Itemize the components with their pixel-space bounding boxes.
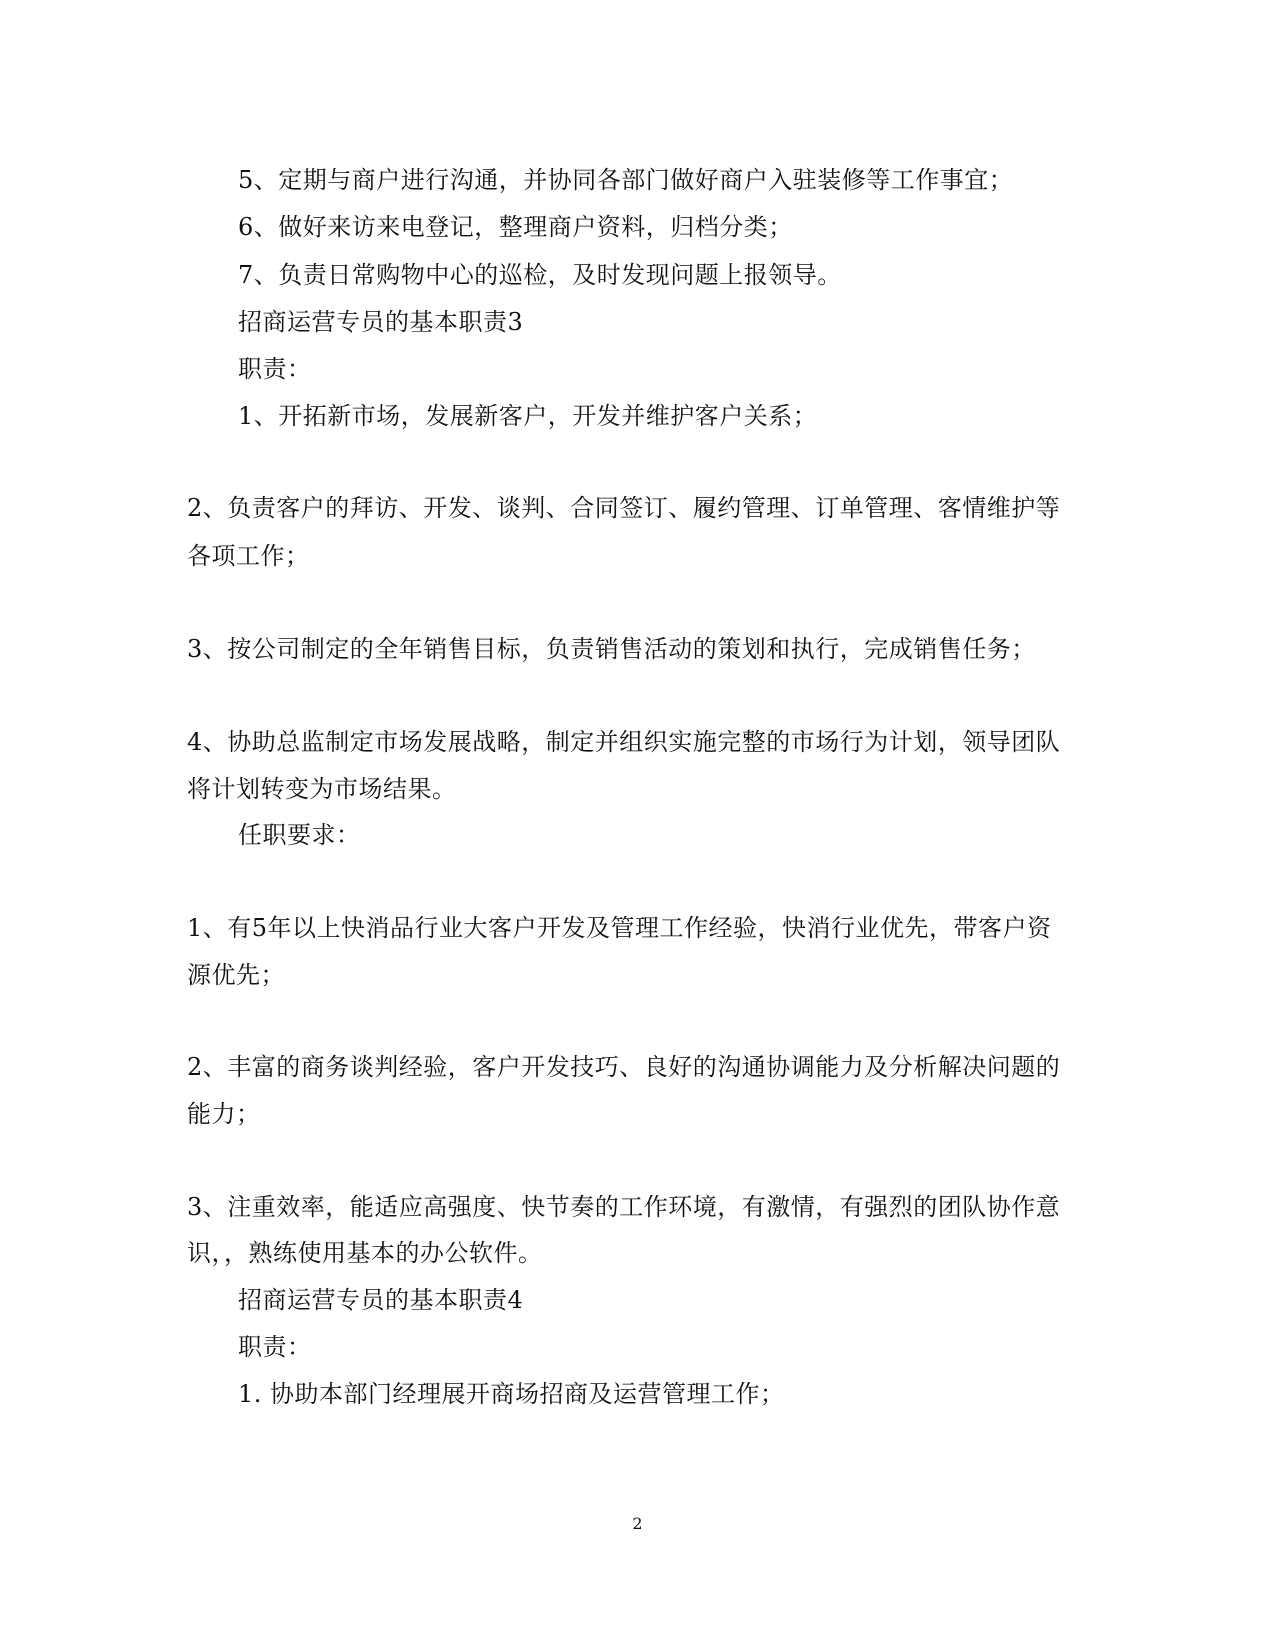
- paragraph-line: 1、开拓新市场，发展新客户，开发并维护客户关系；: [238, 402, 818, 430]
- paragraph-line: 识，，熟练使用基本的办公软件。: [187, 1239, 543, 1267]
- paragraph-line: 5、定期与商户进行沟通，并协同各部门做好商户入驻装修等工作事宜；: [238, 166, 1014, 194]
- paragraph-line: 3、注重效率，能适应高强度、快节奏的工作环境，有激情，有强烈的团队协作意: [187, 1193, 1061, 1221]
- section-heading: 招商运营专员的基本职责4: [238, 1286, 524, 1314]
- paragraph-line: 各项工作；: [187, 542, 310, 570]
- paragraph-line: 能力；: [187, 1100, 261, 1128]
- paragraph-line: 7、负责日常购物中心的巡检，及时发现问题上报领导。: [238, 261, 842, 289]
- paragraph-line: 1、有5年以上快消品行业大客户开发及管理工作经验，快消行业优先，带客户资: [187, 914, 1052, 942]
- paragraph-line: 职责：: [238, 355, 312, 383]
- section-heading: 招商运营专员的基本职责3: [238, 308, 524, 336]
- paragraph-line: 3、按公司制定的全年销售目标，负责销售活动的策划和执行，完成销售任务；: [187, 635, 1036, 663]
- paragraph-line: 6、做好来访来电登记，整理商户资料，归档分类；: [238, 213, 793, 241]
- paragraph-line: 1. 协助本部门经理展开商场招商及运营管理工作；: [238, 1380, 785, 1408]
- paragraph-line: 4、协助总监制定市场发展战略，制定并组织实施完整的市场行为计划，领导团队: [187, 728, 1061, 756]
- page-number: 2: [632, 1514, 643, 1533]
- paragraph-line: 源优先；: [187, 961, 285, 989]
- paragraph-line: 任职要求：: [238, 821, 361, 849]
- paragraph-line: 2、负责客户的拜访、开发、谈判、合同签订、履约管理、订单管理、客情维护等: [187, 494, 1061, 522]
- paragraph-line: 职责：: [238, 1333, 312, 1361]
- paragraph-line: 2、丰富的商务谈判经验，客户开发技巧、良好的沟通协调能力及分析解决问题的: [187, 1053, 1061, 1081]
- paragraph-line: 将计划转变为市场结果。: [187, 775, 457, 803]
